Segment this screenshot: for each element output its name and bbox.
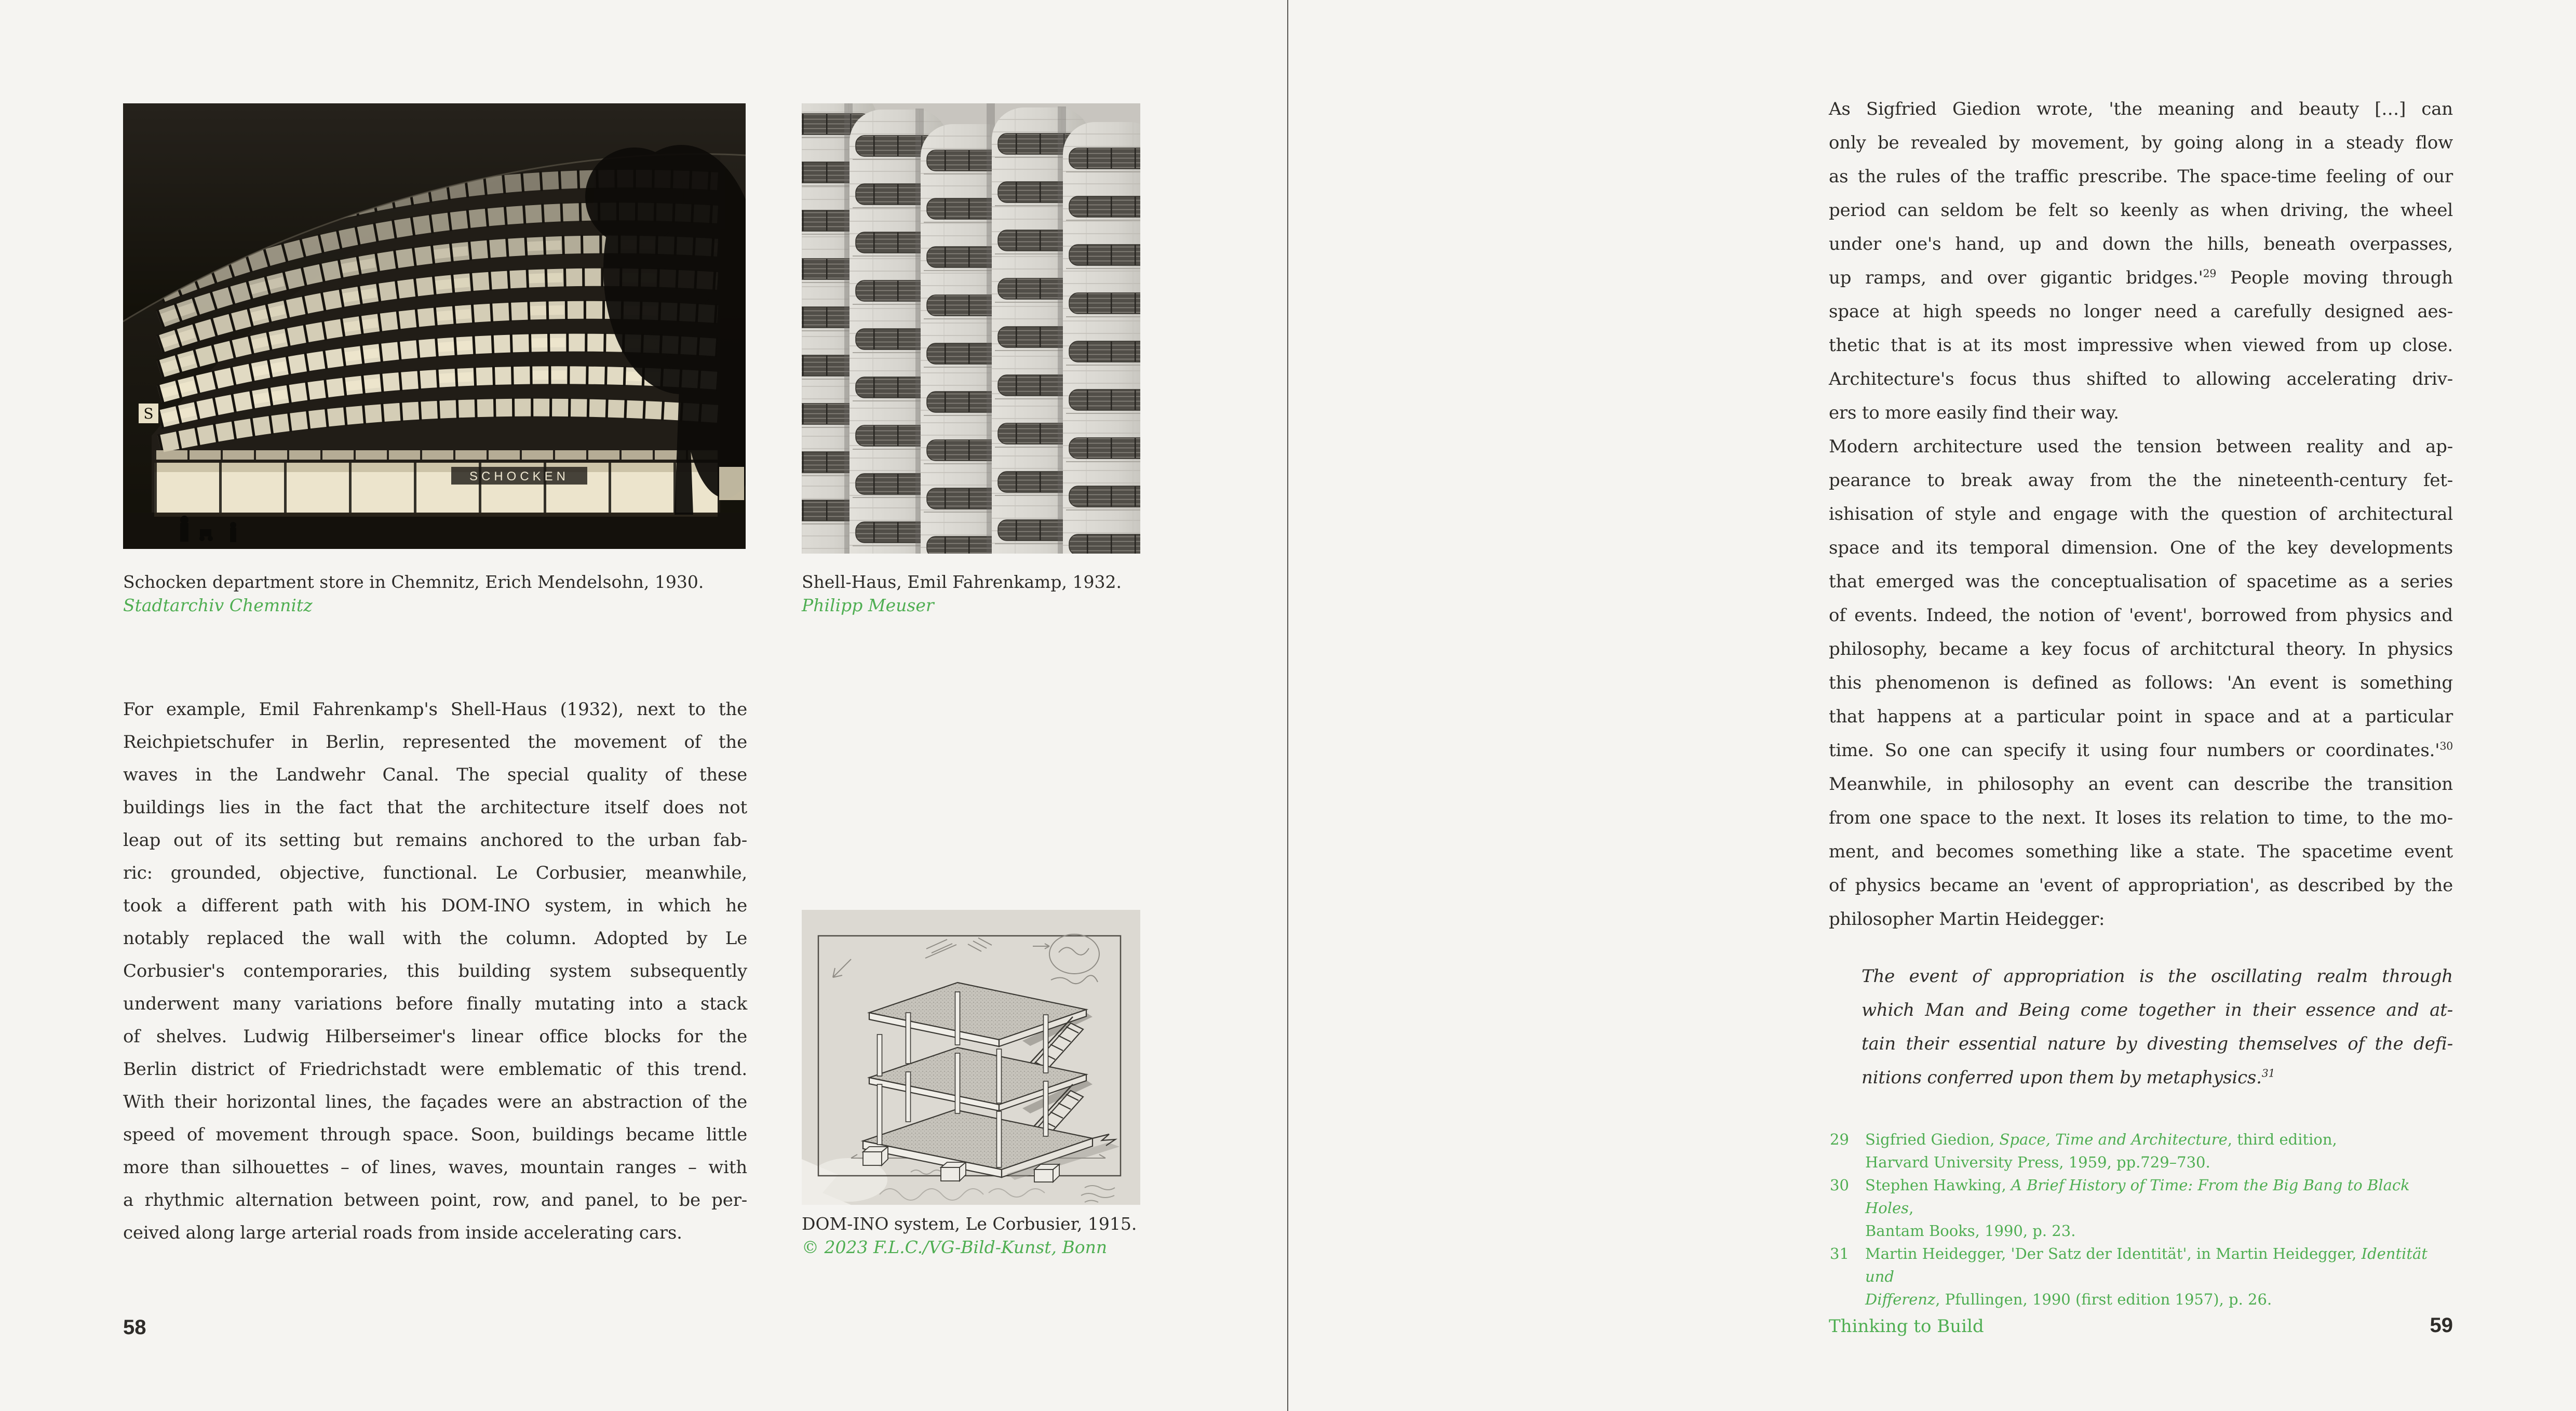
text-line: ceived along large arterial roads from inside accelerating cars.	[123, 1222, 682, 1243]
text-line: which Man and Being come together in their essence and at-	[1862, 1000, 2453, 1020]
text-line: ment, and becomes something like a state. The spacetime event	[1829, 841, 2453, 862]
text-line: buildings lies in the fact that the architecture itself does not	[123, 797, 747, 818]
text-line: took a different path with his DOM-INO system, in which he	[123, 895, 747, 916]
text-line: only be revealed by movement, by going along in a steady flow	[1829, 132, 2453, 153]
text-line: under one's hand, up and down the hills, beneath overpasses,	[1829, 234, 2453, 254]
caption-credit: Philipp Meuser	[802, 595, 934, 615]
text-line: speed of movement through space. Soon, buildings became little	[123, 1124, 747, 1145]
page-gutter-line	[1287, 0, 1288, 1411]
caption-text: Schocken department store in Chemnitz, Erich Mendelsohn, 1930.	[123, 572, 704, 592]
footnote	[1830, 1174, 2453, 1242]
footnote	[1830, 1128, 2453, 1174]
text-line: of events. Indeed, the notion of 'event', borrowed from physics and	[1829, 605, 2453, 626]
text-line: waves in the Landwehr Canal. The special quality of these	[123, 764, 747, 785]
caption-text: Shell-Haus, Emil Fahrenkamp, 1932.	[802, 572, 1122, 592]
text-line: leap out of its setting but remains anchored to the urban fab-	[123, 830, 747, 851]
text-line: ers to more easily find their way.	[1829, 402, 2119, 423]
caption-credit: © 2023 F.L.C./VG-Bild-Kunst, Bonn	[802, 1237, 1108, 1257]
text-line: Meanwhile, in philosophy an event can describe the transition	[1829, 774, 2453, 795]
footnote-number: 30	[1830, 1176, 1849, 1194]
text-line: space and its temporal dimension. One of the key developments	[1829, 537, 2453, 558]
text-line: space at high speeds no longer need a carefully designed aes-	[1829, 301, 2453, 322]
page-number-left: 58	[123, 1316, 146, 1339]
right-page-body-text	[1829, 92, 2453, 936]
text-line: With their horizontal lines, the façades were an abstraction of the	[123, 1092, 747, 1112]
text-line: thetic that is at its most impressive when viewed from up close.	[1829, 335, 2453, 356]
left-page-body-text	[123, 693, 747, 1249]
figure-caption-domino	[802, 1212, 1160, 1259]
text-line: Modern architecture used the tension between reality and ap-	[1829, 436, 2453, 457]
footnote-line: Stephen Hawking, A Brief History of Time: From the Big Bang to Black Holes,	[1865, 1176, 2410, 1217]
text-line: philosophy, became a key focus of architctural theory. In physics	[1829, 639, 2453, 660]
schocken-photo	[123, 103, 746, 549]
text-line: Corbusier's contemporaries, this building system subsequently	[123, 961, 747, 982]
shellhaus-photo-image	[802, 103, 1140, 554]
caption-text: DOM-INO system, Le Corbusier, 1915.	[802, 1214, 1137, 1234]
text-line: this phenomenon is defined as follows: 'An event is something	[1829, 673, 2453, 693]
footnotes	[1830, 1128, 2453, 1311]
schocken-sign-text: SCHOCKEN	[469, 469, 570, 483]
text-line: philosopher Martin Heidegger:	[1829, 909, 2105, 930]
text-line: up ramps, and over gigantic $bridges.'^{29}$ People moving through	[1829, 267, 2453, 288]
footnote-number: 29	[1830, 1131, 1849, 1148]
text-line: notably replaced the wall with the column. Adopted by Le	[123, 928, 747, 949]
page-number-right: 59	[2430, 1314, 2453, 1337]
running-head: Thinking to Build	[1829, 1316, 1984, 1337]
text-line: nitions conferred upon them by metaphysics.$^{31}$	[1862, 1067, 2275, 1088]
footnote-number: 31	[1830, 1245, 1849, 1262]
text-line: from one space to the next. It loses its relation to time, to the mo-	[1829, 808, 2453, 828]
footnote	[1830, 1242, 2453, 1311]
domino-drawing-image	[802, 910, 1140, 1205]
text-line: of physics became an 'event of appropriation', as described by the	[1829, 875, 2453, 896]
shellhaus-photo	[802, 103, 1140, 554]
text-line: underwent many variations before finally mutating into a stack	[123, 993, 747, 1014]
caption-credit: Stadtarchiv Chemnitz	[123, 595, 313, 615]
text-line: as the rules of the traffic prescribe. The space-time feeling of our	[1829, 166, 2453, 187]
text-line: For example, Emil Fahrenkamp's Shell-Haus (1932), next to the	[123, 699, 747, 720]
s-corner-sign-text: S	[143, 405, 154, 422]
text-line: of shelves. Ludwig Hilberseimer's linear office blocks for the	[123, 1026, 747, 1047]
schocken-photo-image	[123, 103, 746, 549]
footnote-line: Martin Heidegger, 'Der Satz der Identität', in Martin Heidegger, Identität und	[1865, 1245, 2427, 1285]
text-line: pearance to break away from the the nineteenth-century fet-	[1829, 470, 2453, 491]
text-line: The event of appropriation is the oscillating realm through	[1862, 966, 2453, 987]
text-line: ishisation of style and engage with the question of architectural	[1829, 504, 2453, 525]
domino-drawing	[802, 910, 1140, 1205]
text-line: Architecture's focus thus shifted to allowing accelerating driv-	[1829, 369, 2453, 389]
text-line: Reichpietschufer in Berlin, represented the movement of the	[123, 732, 747, 752]
right-page-footer	[1829, 1314, 2453, 1337]
figure-caption-schocken	[123, 570, 751, 617]
footnote-line: Bantam Books, 1990, p. 23.	[1865, 1222, 2076, 1240]
text-line: ric: grounded, objective, functional. Le Corbusier, meanwhile,	[123, 863, 747, 883]
figure-caption-shellhaus	[802, 570, 1150, 617]
text-line: that happens at a particular point in space and at a particular	[1829, 706, 2453, 727]
text-line: As Sigfried Giedion wrote, 'the meaning and beauty […] can	[1829, 99, 2453, 119]
text-line: that emerged was the conceptualisation of spacetime as a series	[1829, 571, 2453, 592]
text-line: period can seldom be felt so keenly as when driving, the wheel	[1829, 200, 2453, 221]
footnote-line: Harvard University Press, 1959, pp.729–730.	[1865, 1153, 2210, 1171]
domino-structure	[863, 983, 1120, 1182]
text-line: time. So one can specify it using four numbers or $coordinates.'^{30}$	[1829, 740, 2453, 761]
footnote-line: Sigfried Giedion, Space, Time and Architecture, third edition,	[1865, 1131, 2337, 1148]
text-line: more than silhouettes – of lines, waves, mountain ranges – with	[123, 1157, 747, 1178]
text-line: tain their essential nature by divesting themselves of the defi-	[1862, 1033, 2453, 1054]
heidegger-quote	[1862, 960, 2453, 1095]
text-line: a rhythmic alternation between point, row, and panel, to be per-	[123, 1190, 747, 1211]
footnote-line: Differenz, Pfullingen, 1990 (first edition 1957), p. 26.	[1865, 1291, 2272, 1308]
text-line: Berlin district of Friedrichstadt were emblematic of this trend.	[123, 1059, 747, 1080]
